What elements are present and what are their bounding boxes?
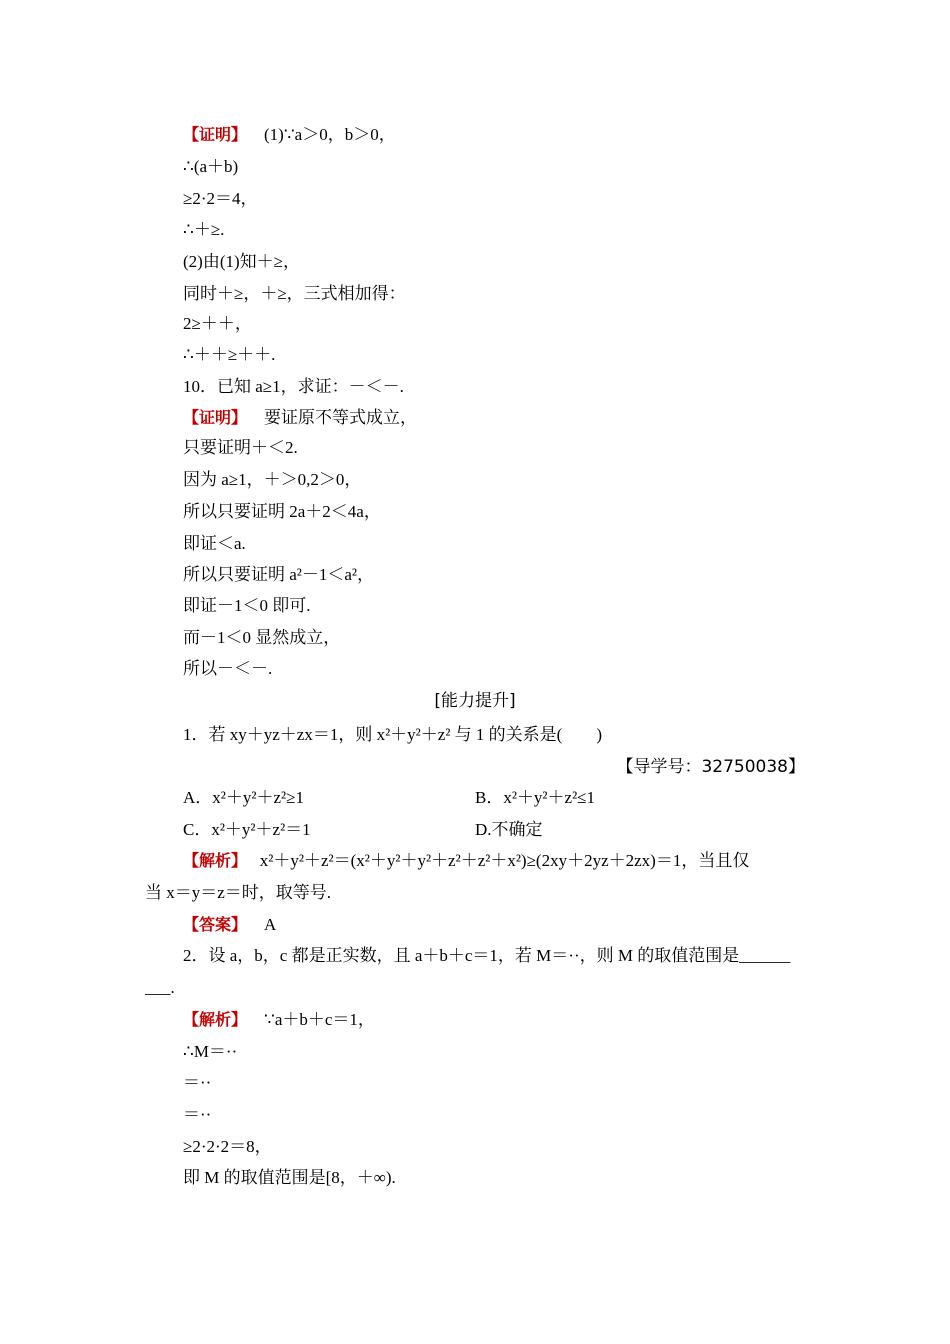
q10-proof-line-2: 只要证明＋＜2. xyxy=(183,438,298,457)
q2-analysis-line-6: 即 M 的取值范围是[8，＋∞). xyxy=(183,1168,396,1187)
q1-answer-line xyxy=(183,915,276,935)
answer-tag: 【答案】 xyxy=(183,915,248,934)
q10-proof-line-1 xyxy=(183,408,417,428)
analysis-text: x²＋y²＋z²＝(x²＋y²＋y²＋z²＋z²＋x²)≥(2xy＋2yz＋2zx)＝1，当且仅 xyxy=(259,851,750,870)
q1-analysis-line-2: 当 x＝y＝z＝时，取等号. xyxy=(145,883,332,902)
option-a: A．x²＋y²＋z²≥1 xyxy=(183,788,304,807)
q10-proof-line-8: 而－1＜0 显然成立， xyxy=(183,628,341,647)
proof-line-2: ∴(a＋b) xyxy=(183,157,239,176)
proof-line-7: 2≥＋＋， xyxy=(183,314,252,333)
q10-proof-line-7: 即证－1＜0 即可. xyxy=(183,596,311,615)
proof-line-6: 同时＋≥，＋≥，三式相加得： xyxy=(183,284,406,303)
option-c: C．x²＋y²＋z²＝1 xyxy=(183,820,311,839)
q10-proof-line-3: 因为 a≥1，＋＞0,2＞0， xyxy=(183,470,362,489)
analysis-tag: 【解析】 xyxy=(183,1010,248,1029)
proof-text: (1)∵a＞0，b＞0， xyxy=(264,125,396,144)
question-10-stem: 10．已知 a≥1，求证：－＜－. xyxy=(183,377,404,396)
proof-text: 要证原不等式成立， xyxy=(264,408,418,427)
q10-proof-line-4: 所以只要证明 2a＋2＜4a， xyxy=(183,502,381,521)
q10-proof-line-6: 所以只要证明 a²－1＜a²， xyxy=(183,565,375,584)
proof-tag: 【证明】 xyxy=(183,125,248,144)
q1-analysis-line-1 xyxy=(183,851,749,871)
answer-text: A xyxy=(264,915,277,934)
q10-proof-line-5: 即证＜a. xyxy=(183,534,246,553)
q2-analysis-line-2: ∴M＝·· xyxy=(183,1042,238,1061)
proof-line-4: ∴＋≥. xyxy=(183,220,225,239)
option-d: D.不确定 xyxy=(475,820,543,839)
question-2-stem-blank: ___. xyxy=(145,978,175,997)
analysis-tag: 【解析】 xyxy=(183,851,248,870)
option-b: B．x²＋y²＋z²≤1 xyxy=(475,788,596,807)
section-title: [能力提升] xyxy=(434,691,516,711)
q2-analysis-line-1 xyxy=(183,1010,375,1030)
question-2-stem: 2．设 a，b，c 都是正实数，且 a＋b＋c＝1，若 M＝··，则 M 的取值范围是______ xyxy=(183,946,791,965)
question-1-stem: 1．若 xy＋yz＋zx＝1，则 x²＋y²＋z² 与 1 的关系是( ) xyxy=(183,725,602,744)
proof-line-8: ∴＋＋≥＋＋. xyxy=(183,345,276,364)
q10-proof-line-9: 所以－＜－. xyxy=(183,659,273,678)
q2-analysis-line-5: ≥2·2·2＝8， xyxy=(183,1137,272,1156)
proof-line-5: (2)由(1)知＋≥， xyxy=(183,252,300,271)
guide-number: 【导学号：32750038】 xyxy=(616,757,805,777)
proof-line-3: ≥2·2＝4， xyxy=(183,189,258,208)
q2-analysis-line-4: ＝·· xyxy=(183,1105,212,1124)
q2-analysis-line-3: ＝·· xyxy=(183,1073,212,1092)
proof-tag: 【证明】 xyxy=(183,408,248,427)
analysis-text: ∵a＋b＋c＝1， xyxy=(264,1010,375,1029)
proof-line-1 xyxy=(183,125,396,145)
